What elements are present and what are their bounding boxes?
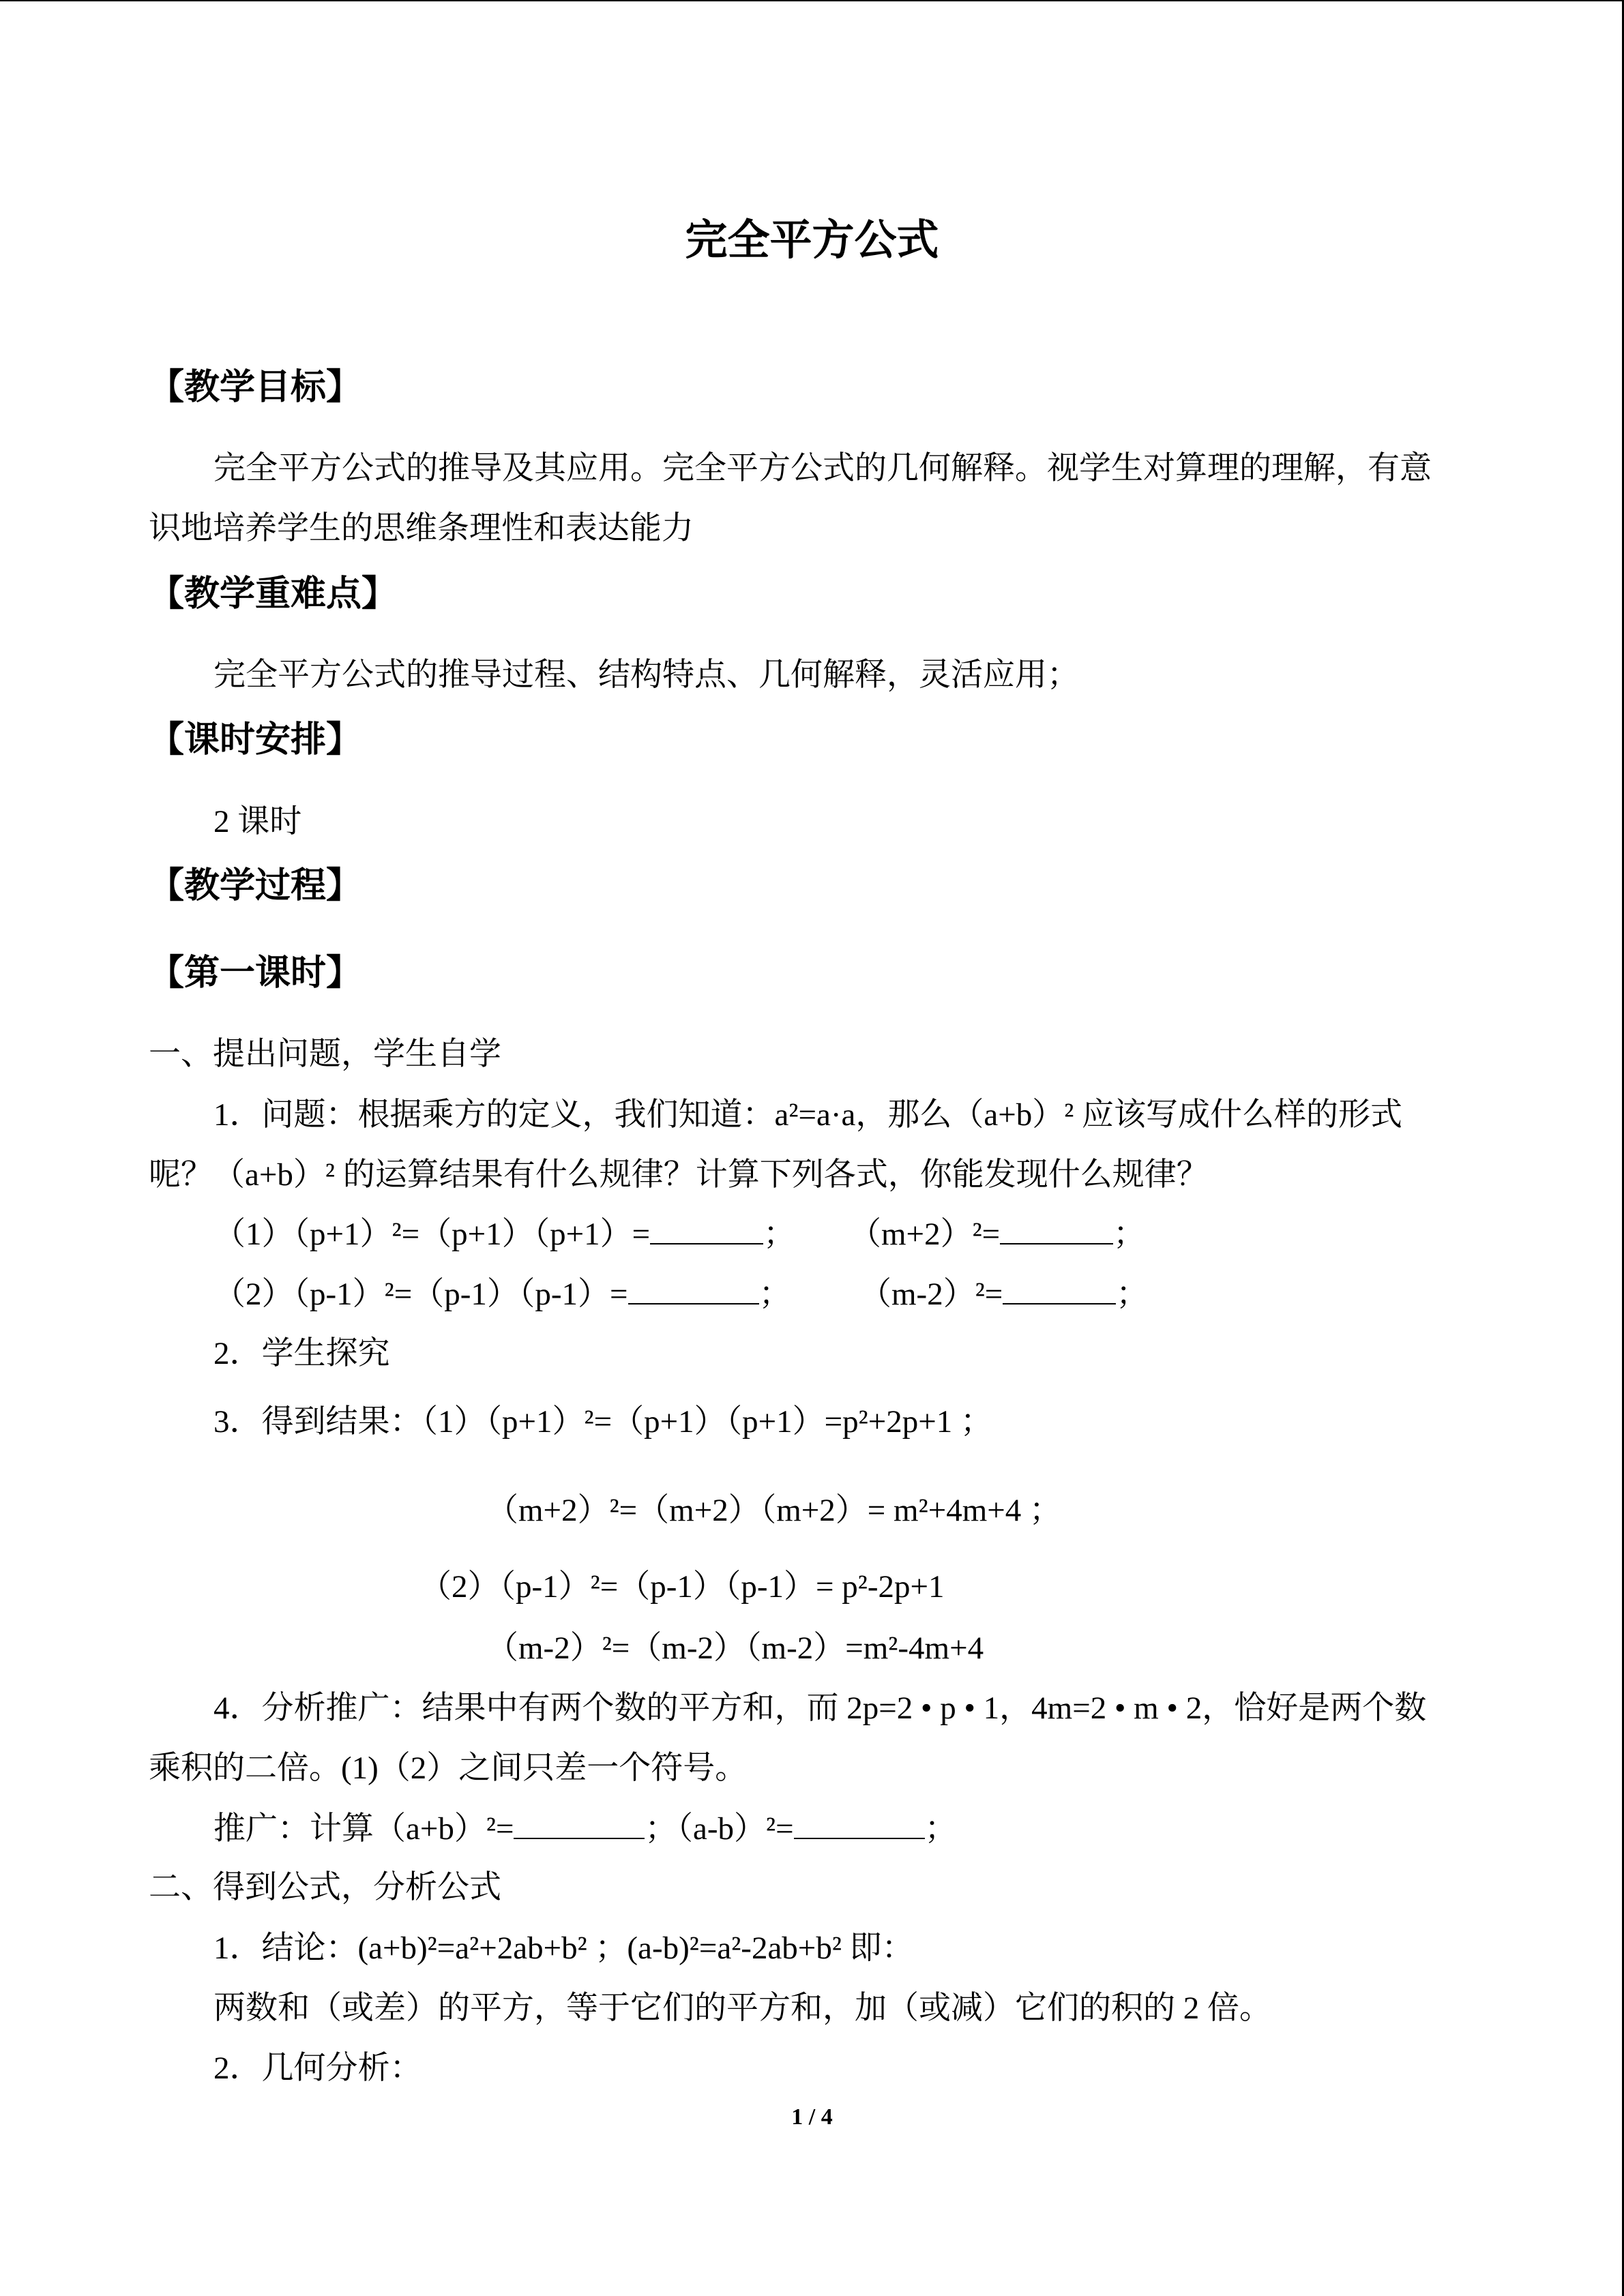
paragraph-line: 2．学生探究: [213, 1336, 390, 1371]
generalization-line: [213, 1808, 957, 1849]
paragraph-line: 1．结论：(a+b)²=a²+2ab+b² ；(a-b)²=a²-2ab+b² 即：: [213, 1930, 914, 1966]
result-line: （m-2）²=（m-2）（m-2）=m²-4m+4: [486, 1630, 984, 1666]
exercise-text: （m+2）²=: [849, 1217, 1001, 1252]
answer-blank: [794, 1810, 925, 1839]
paragraph-line: 呢？（a+b）² 的运算结果有什么规律？计算下列各式，你能发现什么规律？: [149, 1157, 1209, 1193]
answer-blank: [514, 1810, 645, 1839]
paragraph-line: 两数和（或差）的平方，等于它们的平方和，加（或减）它们的积的 2 倍。: [213, 1991, 1271, 2026]
section-heading: 一、提出问题，学生自学: [149, 1037, 501, 1072]
exercise-text: ；（a-b）²=: [645, 1811, 794, 1847]
exercise-text: ；: [1113, 1217, 1146, 1252]
answer-blank: [628, 1276, 759, 1304]
section-heading: 二、得到公式，分析公式: [149, 1870, 501, 1905]
exercise-text: 推广：计算（a+b）²=: [213, 1811, 514, 1847]
result-line: （m+2）²=（m+2）（m+2）= m²+4m+4 ；: [486, 1493, 1062, 1528]
heading-process: 【教学过程】: [149, 865, 362, 906]
exercise-line: [213, 1274, 791, 1315]
paragraph-line: 4．分析推广：结果中有两个数的平方和，而 2p=2 • p • 1，4m=2 • m • 2，恰好是两个数: [213, 1690, 1427, 1726]
heading-first-lesson: 【第一课时】: [149, 953, 362, 994]
exercise-text: （1）（p+1）²=（p+1）（p+1）=: [213, 1217, 651, 1252]
result-line: （2）（p-1）²=（p-1）（p-1）= p²-2p+1: [419, 1569, 945, 1605]
heading-schedule: 【课时安排】: [149, 719, 362, 760]
paragraph-line: 识地培养学生的思维条理性和表达能力: [149, 511, 694, 546]
paragraph-line: 1．问题：根据乘方的定义，我们知道：a²=a·a，那么（a+b）² 应该写成什么样的形式: [213, 1097, 1403, 1133]
result-line: 3．得到结果：（1）（p+1）²=（p+1）（p+1）=p²+2p+1 ；: [213, 1404, 992, 1440]
exercise-text: ；: [758, 1277, 791, 1312]
exercise-text: ；: [763, 1217, 796, 1252]
page-title: 完全平方公式: [685, 215, 939, 265]
heading-key-difficulties: 【教学重难点】: [149, 573, 398, 614]
exercise-text: （2）（p-1）²=（p-1）（p-1）=: [213, 1277, 628, 1312]
exercise-text: ；: [1116, 1277, 1149, 1312]
exercise-line: [213, 1214, 795, 1255]
exercise-line: [849, 1214, 1145, 1255]
paragraph-line: 2．几何分析：: [213, 2051, 422, 2086]
heading-teaching-goals: 【教学目标】: [149, 367, 362, 408]
page-top-border: [0, 0, 1622, 1]
exercise-line: [859, 1274, 1148, 1315]
answer-blank: [1003, 1276, 1116, 1304]
paragraph-line: 2 课时: [213, 804, 302, 839]
exercise-text: （m-2）²=: [859, 1277, 1003, 1312]
paragraph-line: 完全平方公式的推导及其应用。完全平方公式的几何解释。视学生对算理的理解，有意: [213, 451, 1432, 486]
exercise-text: ；: [924, 1811, 957, 1847]
answer-blank: [650, 1216, 763, 1244]
paragraph-line: 完全平方公式的推导过程、结构特点、几何解释，灵活应用；: [213, 657, 1079, 693]
page-number: 1 / 4: [791, 2104, 833, 2130]
paragraph-line: 乘积的二倍。(1)（2）之间只差一个符号。: [149, 1750, 748, 1786]
answer-blank: [1000, 1216, 1113, 1244]
